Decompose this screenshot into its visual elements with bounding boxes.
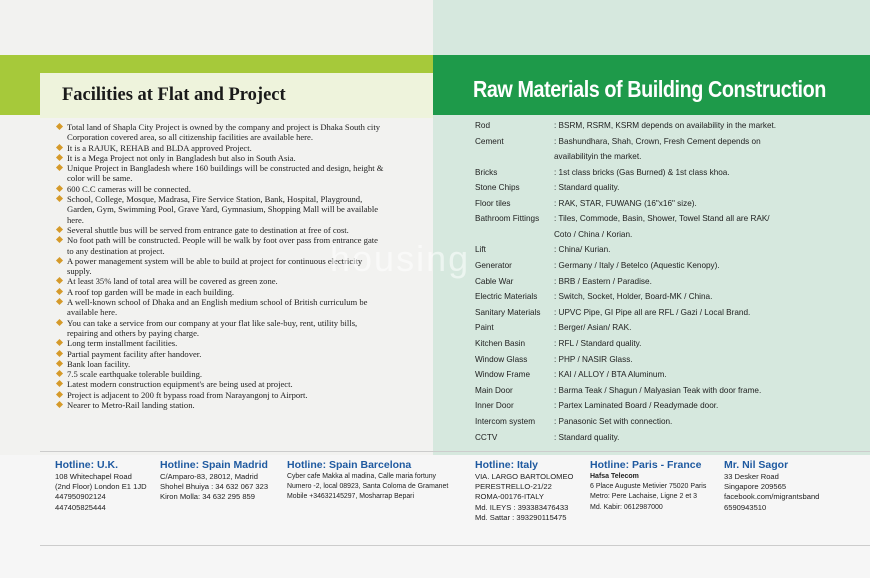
hotline-line: Shohel Bhuiya : 34 632 067 323 (160, 482, 269, 492)
diamond-bullet-icon (56, 226, 63, 233)
material-label: Cement (475, 136, 504, 146)
material-label: Rod (475, 121, 491, 130)
hotline-title: Hotline: Spain Barcelona (287, 459, 412, 471)
facility-item (56, 318, 386, 339)
hotline-line: Singapore 209565 (724, 482, 787, 492)
diamond-bullet-icon (56, 288, 63, 295)
hotline-title: Hotline: Spain Madrid (160, 459, 268, 471)
diamond-bullet-icon (56, 277, 63, 284)
material-value: : Standard quality. (554, 432, 620, 442)
material-label: Cable War (475, 276, 514, 286)
diamond-bullet-icon (56, 164, 63, 171)
diamond-bullet-icon (56, 349, 63, 356)
hotline-italy (475, 459, 573, 523)
facility-text: Several shuttle bus will be served from entrance gate to destination at free of cost. (67, 224, 349, 235)
diamond-bullet-icon (56, 154, 63, 161)
material-value: : Panasonic Set with connection. (554, 416, 673, 426)
diamond-bullet-icon (56, 236, 63, 243)
material-value: : China/ Kurian. (554, 245, 611, 255)
material-label: Inner Door (475, 401, 514, 411)
diamond-bullet-icon (56, 319, 63, 326)
hotline-company: Hafsa Telecom (590, 473, 639, 480)
material-value: : 1st class bricks (Gas Burned) & 1st class khoa. (554, 167, 730, 177)
hotline-line: Numero -2, local 08923, Santa Coloma de Gramanet (287, 483, 449, 491)
facility-text: At least 35% land of total area will be covered as green zone. (67, 276, 278, 287)
material-label: Bricks (475, 167, 498, 177)
hotline-singapore (724, 459, 819, 513)
material-value: : Tiles, Commode, Basin, Shower, Towel Stand all are RAK/ Coto / China / Korian. (554, 214, 770, 239)
facility-item (56, 287, 386, 297)
facilities-title: Facilities at Flat and Project (62, 85, 286, 105)
facility-text: Unique Project in Bangladesh where 160 buildings will be constructed and design, height & color will be same. (67, 163, 384, 184)
material-label: Intercom system (475, 416, 536, 426)
hotline-line: Mobile +34632145297, Mosharrap Bepari (287, 493, 414, 501)
facility-text: Project is adjacent to 200 ft bypass road from Narayangonj to Airport. (67, 389, 308, 400)
facility-text: A roof top garden will be made in each building. (67, 286, 235, 297)
diamond-bullet-icon (56, 401, 63, 408)
watermark-text: housing (330, 238, 471, 279)
facility-text: Latest modern construction equipment's are being used at project. (67, 379, 293, 390)
material-label: Window Glass (475, 354, 528, 364)
hotline-title: Mr. Nil Sagor (724, 459, 789, 471)
materials-title: Raw Materials of Building Construction (473, 76, 826, 102)
facility-text: Long term installment facilities. (67, 338, 178, 349)
facility-item (56, 369, 386, 379)
material-label: Kitchen Basin (475, 338, 526, 348)
material-value: : BSRM, RSRM, KSRM depends on availability in the market. (554, 121, 777, 130)
diamond-bullet-icon (56, 257, 63, 264)
facility-item (56, 225, 386, 235)
hotline-barcelona (287, 459, 448, 503)
material-value: : UPVC Pipe, GI Pipe all are RFL / Gazi / Local Brand. (554, 307, 751, 317)
divider-top (40, 451, 870, 452)
material-label: Lift (475, 245, 486, 255)
facility-item (56, 400, 386, 410)
material-value: : Switch, Socket, Holder, Board-MK / China. (554, 292, 713, 302)
facility-text: It is a RAJUK, REHAB and BLDA approved Project. (67, 142, 252, 153)
hotline-line: Md. Sattar : 393290115475 (475, 512, 567, 522)
hotline-line: 6 Place Auguste Metivier 75020 Paris (590, 483, 707, 491)
hotline-line: ROMA-00176-ITALY (475, 492, 544, 502)
material-value: : BRB / Eastern / Paradise. (554, 276, 652, 286)
diamond-bullet-icon (56, 123, 63, 130)
material-value: : Standard quality. (554, 183, 620, 193)
facility-item (56, 122, 386, 143)
material-value: : KAI / ALLOY / BTA Aluminum. (554, 370, 667, 380)
facility-text: Total land of Shapla City Project is owned by the company and project is Dhaka South city Corporation covered area, so all citizenship facilities are available here. (67, 122, 381, 143)
material-label: Stone Chips (475, 183, 520, 193)
diamond-bullet-icon (56, 391, 63, 398)
hotline-line: 6590943510 (724, 502, 767, 512)
facility-text: A power management system will be able to build at project for continuous electricity supply. (67, 255, 363, 277)
diamond-bullet-icon (56, 144, 63, 151)
hotline-line: Kiron Molla: 34 632 295 859 (160, 492, 255, 502)
facility-text: Bank loan facility. (67, 358, 131, 369)
hotline-madrid (160, 459, 268, 503)
material-value: : Partex Laminated Board / Readymade door. (554, 401, 719, 411)
hotline-uk (55, 459, 147, 513)
divider-bottom (40, 545, 870, 546)
material-label: Generator (475, 260, 512, 270)
hotline-line: Md. Kabir: 0612987000 (590, 503, 663, 511)
facility-text: 600 C.C cameras will be connected. (67, 183, 191, 194)
hotline-title: Hotline: Italy (475, 459, 539, 471)
material-label: Paint (475, 323, 494, 333)
hotline-line: 447405825444 (55, 502, 106, 512)
hotline-line: 108 Whitechapel Road (55, 472, 132, 481)
material-value: : Berger/ Asian/ RAK. (554, 323, 632, 333)
diamond-bullet-icon (56, 360, 63, 367)
hotline-line: Metro: Pere Lachaise, Ligne 2 et 3 (590, 493, 698, 501)
diamond-bullet-icon (56, 185, 63, 192)
hotline-line: VIA. LARGO BARTOLOMEO (475, 472, 574, 481)
facility-item (56, 338, 386, 348)
facility-item (56, 349, 386, 359)
material-label: Window Frame (475, 370, 531, 380)
facility-item (56, 379, 386, 389)
hotline-line: Cyber cafe Makka al madina, Calle maria fortuny (287, 473, 436, 480)
hotline-line: PERESTRELLO-21/22 (475, 482, 552, 492)
facility-text: 7.5 scale earthquake tolerable building. (67, 369, 203, 380)
facility-item (56, 297, 386, 318)
material-value: : Bashundhara, Shah, Crown, Fresh Cement depends on availabilityin the market. (554, 136, 761, 162)
diamond-bullet-icon (56, 370, 63, 377)
material-label: Floor tiles (475, 198, 511, 208)
facility-text: School, College, Mosque, Madrasa, Fire Service Station, Bank, Hospital, Playground, Garden, Gym, Swimming Pool, Grave Yard, Gymnasium, Shopping Mall will be available here. (67, 194, 379, 225)
hotline-line: 33 Desker Road (724, 472, 779, 481)
hotline-paris (590, 459, 706, 513)
facility-text: No foot path will be constructed. People will be walk by foot over pass from entrance gate to any destination at project. (67, 235, 378, 256)
facility-text: Partial payment facility after handover. (67, 348, 202, 359)
hotline-line: (2nd Floor) London E1 1JD (55, 482, 147, 492)
material-label: Sanitary Materials (475, 307, 541, 317)
material-value: : RAK, STAR, FUWANG (16"x16" size). (554, 198, 697, 208)
hotline-line: C/Amparo-83, 28012, Madrid (160, 472, 258, 481)
diamond-bullet-icon (56, 380, 63, 387)
facility-text: It is a Mega Project not only in Bangladesh but also in South Asia. (67, 152, 296, 163)
facility-item (56, 359, 386, 369)
facility-item (56, 390, 386, 400)
facility-text: You can take a service from our company at your flat like sale-buy, rent, utility bills, repairing and others by paying charge. (67, 317, 358, 338)
material-label: CCTV (475, 432, 498, 442)
material-value: : Barma Teak / Shagun / Malyasian Teak with door frame. (554, 385, 762, 395)
hotline-line: facebook.com/migrantsband (724, 492, 820, 502)
material-value: : Germany / Italy / Betelco (Aquestic Kenopy). (554, 260, 720, 270)
hotline-title: Hotline: U.K. (55, 459, 118, 471)
material-value: : RFL / Standard quality. (554, 338, 642, 348)
facility-item (56, 194, 386, 225)
material-value: : PHP / NASIR Glass. (554, 354, 633, 364)
diamond-bullet-icon (56, 298, 63, 305)
hotline-line: Md. ILEYS : 393383476433 (475, 502, 569, 512)
hotline-title: Hotline: Paris - France (590, 459, 702, 471)
facility-item (56, 153, 386, 163)
facility-item (56, 163, 386, 184)
facility-text: A well-known school of Dhaka and an English medium school of British curriculum be available here. (67, 297, 368, 318)
facility-item (56, 143, 386, 153)
facility-text: Nearer to Metro-Rail landing station. (67, 400, 195, 411)
diamond-bullet-icon (56, 339, 63, 346)
hotline-line: 447950902124 (55, 492, 106, 502)
facility-item (56, 184, 386, 194)
material-label: Main Door (475, 385, 513, 395)
material-label: Bathroom Fittings (475, 214, 540, 224)
material-label: Electric Materials (475, 292, 538, 302)
diamond-bullet-icon (56, 195, 63, 202)
